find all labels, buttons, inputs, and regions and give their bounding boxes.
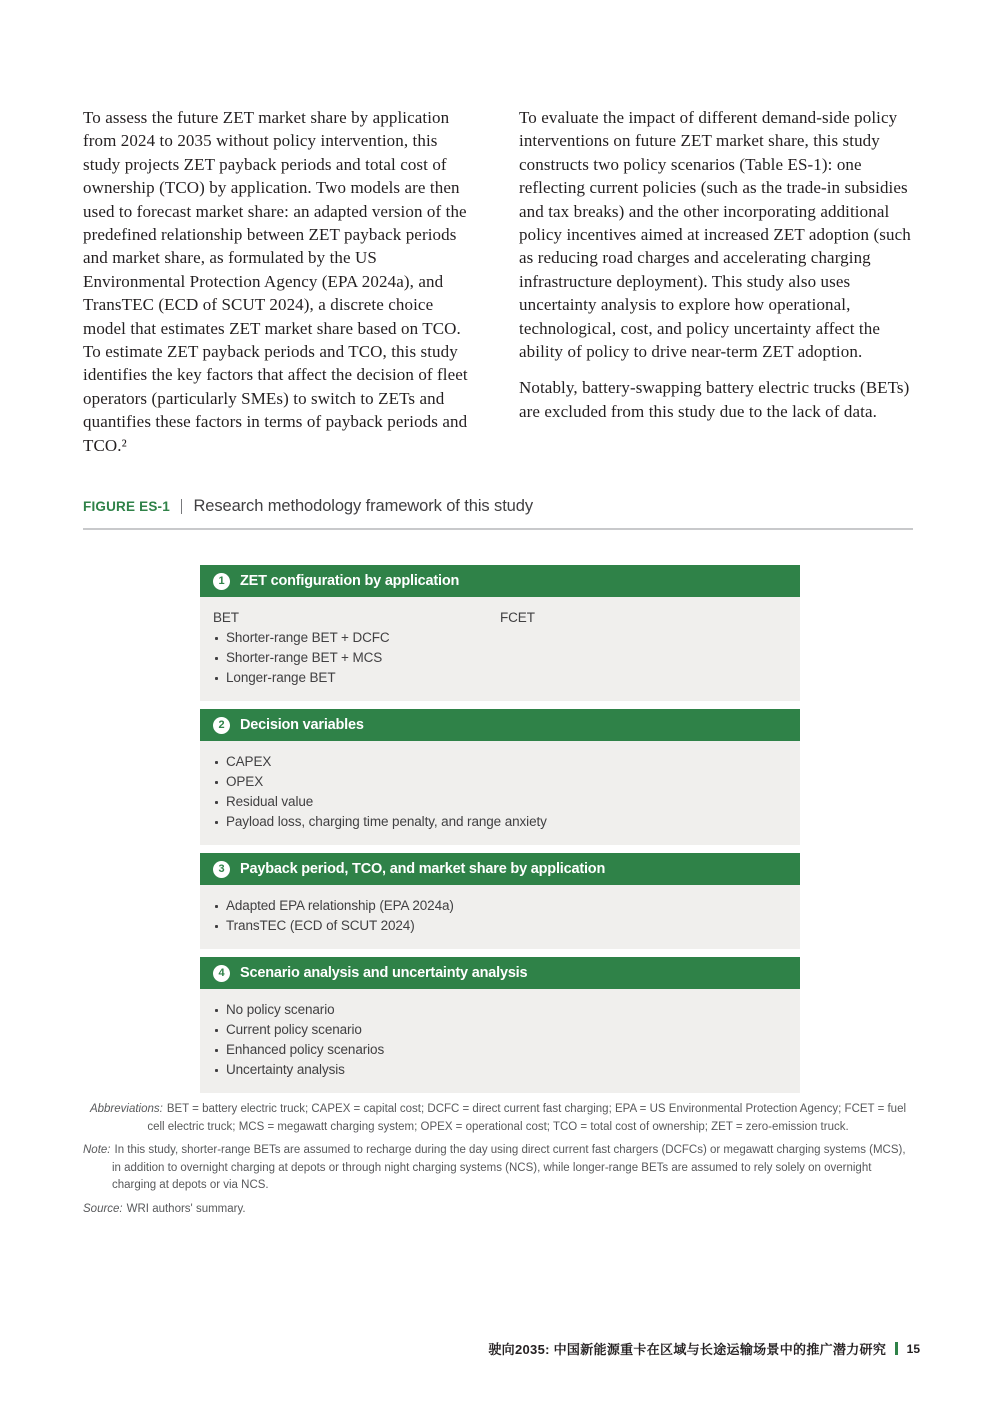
step-2-number-badge: 2	[213, 717, 230, 734]
intro-left-column	[83, 106, 477, 457]
list-item	[213, 648, 500, 668]
source-block	[83, 1201, 913, 1219]
source-label: Source:	[83, 1202, 123, 1215]
list-item-label: No policy scenario	[226, 1002, 335, 1017]
framework-section-decision-variables	[200, 709, 800, 845]
list-item	[213, 668, 500, 688]
section-4-heading: Scenario analysis and uncertainty analysis	[240, 965, 528, 981]
page-footer	[488, 1339, 920, 1358]
fcet-column	[500, 608, 787, 688]
list-item	[213, 752, 787, 772]
list-item	[213, 628, 500, 648]
footer-report-title: 驶向2035: 中国新能源重卡在区域与长途运输场景中的推广潜力研究	[488, 1342, 887, 1357]
bullet-dot	[215, 1069, 218, 1072]
list-item-label: Adapted EPA relationship (EPA 2024a)	[226, 898, 454, 913]
caption-divider	[181, 499, 183, 514]
bet-column	[213, 608, 500, 688]
list-item	[213, 1000, 787, 1020]
framework-section-zet-configuration	[200, 565, 800, 701]
list-item	[213, 916, 787, 936]
list-item-label: Shorter-range BET + MCS	[226, 650, 383, 665]
section-2-header	[200, 709, 800, 741]
section-1-header	[200, 565, 800, 597]
bullet-dot	[215, 761, 218, 764]
note-label: Note:	[83, 1144, 111, 1156]
list-item-label: Longer-range BET	[226, 670, 336, 685]
figure-caption	[83, 497, 913, 516]
intro-text	[83, 106, 913, 457]
abbreviations-text: BET = battery electric truck; CAPEX = capital cost; DCFC = direct current fast charging; EPA = US Environmental Protection Agency; FCET = fuel cell electric truck; MCS = megawatt charging system; OPEX = operational cost; TCO = total cost of ownership; ZET = zero-emission truck.	[147, 1103, 907, 1133]
section-3-body	[200, 885, 800, 949]
list-item-label: OPEX	[226, 774, 264, 789]
abbreviations-block	[83, 1101, 913, 1136]
list-item-label: Shorter-range BET + DCFC	[226, 630, 390, 645]
framework-section-payback-tco-market-share	[200, 853, 800, 949]
bullet-dot	[215, 781, 218, 784]
intro-right-column	[519, 106, 913, 457]
list-item-label: CAPEX	[226, 754, 272, 769]
footer-divider	[895, 1342, 898, 1355]
bullet-dot	[215, 677, 218, 680]
list-item	[213, 772, 787, 792]
footer-page-number: 15	[906, 1341, 920, 1356]
step-4-number-badge: 4	[213, 965, 230, 982]
bullet-dot	[215, 637, 218, 640]
bullet-dot	[215, 1009, 218, 1012]
section-4-body	[200, 989, 800, 1093]
intro-right-paragraph-1: To evaluate the impact of different demand-side policy interventions on future ZET market share, this study constructs two policy scenarios (Table ES-1): one reflecting current policies (such as the trade-in subsidies and tax breaks) and the other incorporating additional policy incentives aimed at increased ZET adoption (such as reducing road charges and accelerating charging infrastructure deployment). This study also uses uncertainty analysis to explore how operational, technological, cost, and policy uncertainty affect the ability of policy to drive near-term ZET adoption.	[519, 108, 911, 362]
note-text: In this study, shorter-range BETs are assumed to recharge during the day using direct current fast chargers (DCFCs) or megawatt charging systems (MCS), in addition to overnight charging at depots or through night charging systems (NCS), while longer-range BETs are assumed to rely solely on overnight charging at depots or via NCS.	[112, 1144, 906, 1191]
figure-label: FIGURE ES-1	[83, 499, 170, 514]
bullet-dot	[215, 1049, 218, 1052]
intro-left-paragraph: To assess the future ZET market share by application from 2024 to 2035 without policy intervention, this study projects ZET payback periods and total cost of ownership (TCO) by application. Two models are then used to forecast market share: an adapted version of the predefined relationship between ZET payback periods and market share, as formulated by the US Environmental Protection Agency (EPA 2024a), and TransTEC (ECD of SCUT 2024), a discrete choice model that estimates ZET market share based on TCO. To estimate ZET payback periods and TCO, this study identifies the key factors that affect the decision of fleet operators (particularly SMEs) to switch to ZETs and quantifies these factors in terms of payback periods and TCO.²	[83, 108, 468, 455]
fcet-column-title: FCET	[500, 610, 535, 625]
caption-rule	[83, 528, 913, 530]
section-3-header	[200, 853, 800, 885]
list-item-label: Uncertainty analysis	[226, 1062, 345, 1077]
source-text: WRI authors' summary.	[126, 1202, 246, 1215]
list-item-label: Enhanced policy scenarios	[226, 1042, 385, 1057]
bullet-dot	[215, 1029, 218, 1032]
framework-figure	[200, 565, 800, 1093]
section-3-heading: Payback period, TCO, and market share by application	[240, 861, 606, 877]
section-1-heading: ZET configuration by application	[240, 573, 460, 589]
list-item	[213, 1060, 787, 1080]
bullet-dot	[215, 801, 218, 804]
bullet-dot	[215, 905, 218, 908]
list-item-label: TransTEC (ECD of SCUT 2024)	[226, 918, 415, 933]
list-item	[213, 1040, 787, 1060]
step-3-number-badge: 3	[213, 861, 230, 878]
list-item	[213, 896, 787, 916]
step-1-number-badge: 1	[213, 573, 230, 590]
section-2-heading: Decision variables	[240, 717, 364, 733]
bullet-dot	[215, 657, 218, 660]
abbreviations-label: Abbreviations:	[89, 1103, 163, 1115]
list-item-label: Payload loss, charging time penalty, and range anxiety	[226, 814, 547, 829]
bullet-dot	[215, 925, 218, 928]
section-4-header	[200, 957, 800, 989]
list-item	[213, 1020, 787, 1040]
list-item	[213, 812, 787, 832]
intro-right-paragraph-2: Notably, battery-swapping battery electric trucks (BETs) are excluded from this study due to the lack of data.	[519, 378, 910, 421]
bet-column-title: BET	[213, 610, 239, 625]
section-2-body	[200, 741, 800, 845]
list-item-label: Residual value	[226, 794, 314, 809]
figure-title: Research methodology framework of this study	[193, 497, 533, 515]
framework-section-scenario-uncertainty-analysis	[200, 957, 800, 1093]
list-item	[213, 792, 787, 812]
section-1-body	[200, 597, 800, 701]
list-item-label: Current policy scenario	[226, 1022, 362, 1037]
bullet-dot	[215, 821, 218, 824]
figure-footnotes	[83, 1101, 913, 1218]
note-block	[83, 1142, 913, 1195]
